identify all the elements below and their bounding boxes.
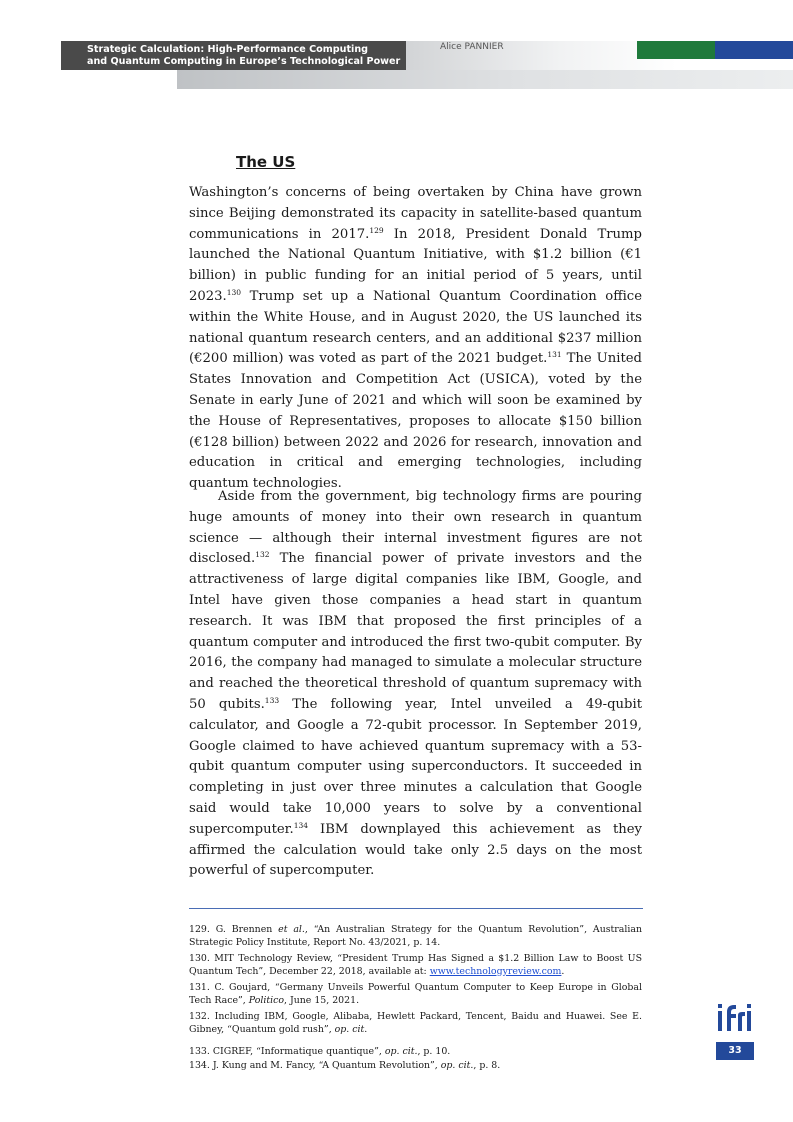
footnote-132: 132. Including IBM, Google, Alibaba, Hewlett Packard, Tencent, Baidu and Huawei. See E. Gibney, “Quantum gold rush”, op. cit. <box>189 1011 642 1035</box>
page-number: 33 <box>716 1042 754 1060</box>
footnote-ref-132[interactable]: 132 <box>255 550 270 560</box>
footnote-ref-133[interactable]: 133 <box>264 695 280 705</box>
footnote-ref-130[interactable]: 130 <box>226 287 242 297</box>
header-blue-accent <box>715 41 793 59</box>
body-paragraph-2: Aside from the government, big technology firms are pouring huge amounts of money into their own research in quantum science — although their internal investment figures are not disclosed.$^{132}$ The financial power of private investors and the attractiveness of large digital companies like IBM, Google, and Intel have given those companies a head start in quantum research. It was IBM that proposed the first principles of a quantum computer and introduced the first two-qubit computer. By 2016, the company had managed to simulate a molecular structure and reached the theoretical threshold of quantum supremacy with 50 qubits.$^{133}$ The following year, Intel unveiled a 49-qubit calculator, and Google a 72-qubit processor. In September 2019, Google claimed to have achieved quantum supremacy with a 53-qubit quantum computer using superconductors. It succeeded in completing in just over three minutes a calculation that Google said would take 10,000 years to solve by a conventional supercomputer.$^{134}$ IBM downplayed this achievement as they affirmed the calculation would take only 2.5 days on the most powerful of supercomputer. <box>189 489 642 879</box>
running-header-author: Alice PANNIER <box>440 42 504 52</box>
running-header-title <box>87 44 400 68</box>
ifri-logo-icon <box>716 1001 754 1035</box>
footnote-ref-129[interactable]: 129 <box>369 225 384 235</box>
footnote-divider <box>189 908 643 909</box>
footnote-130: 130. MIT Technology Review, “President Trump Has Signed a $1.2 Billion Law to Boost US Quantum Tech”, December 22, 2018, available at: www.technologyreview.com. <box>189 953 642 977</box>
footnote-129: 129. G. Brennen et al., “An Australian Strategy for the Quantum Revolution”, Australian Strategic Policy Institute, Report No. 43/2021, p. 14. <box>189 924 642 948</box>
footnote-134: 134. J. Kung and M. Fancy, “A Quantum Revolution”, op. cit., p. 8. <box>189 1060 501 1071</box>
running-header-line-2: and Quantum Computing in Europe’s Technological Power <box>87 56 401 67</box>
running-header-line-1: Strategic Calculation: High-Performance Computing <box>87 44 369 55</box>
footnote-ref-131[interactable]: 131 <box>547 350 562 360</box>
section-title: The US <box>236 153 296 171</box>
footnote-ref-134[interactable]: 134 <box>293 820 309 830</box>
header-gray-band <box>177 70 793 89</box>
technologyreview-link[interactable]: www.technologyreview.com <box>429 966 562 977</box>
body-paragraph-1: Washington’s concerns of being overtaken by China have grown since Beijing demonstrated its capacity in satellite-based quantum communications in 2017.$^{129}$ In 2018, President Donald Trump launched the National Quantum Initiative, with $1.2 billion (€1 billion) in public funding for an initial period of 5 years, until 2023.$^{130}$ Trump set up a National Quantum Coordination office within the White House, and in August 2020, the US launched its national quantum research centers, and an additional $237 million (€200 million) was voted as part of the 2021 budget.$^{131}$ The United States Innovation and Competition Act (USICA), voted by the Senate in early June of 2021 and which will soon be examined by the House of Representatives, proposes to allocate $150 billion (€128 billion) between 2022 and 2026 for research, innovation and education in critical and emerging technologies, including quantum technologies. <box>189 185 642 492</box>
header-green-accent <box>637 41 715 59</box>
footnote-133: 133. CIGREF, “Informatique quantique”, op. cit., p. 10. <box>189 1046 451 1057</box>
footnote-131: 131. C. Goujard, “Germany Unveils Powerful Quantum Computer to Keep Europe in Global Tech Race”, Politico, June 15, 2021. <box>189 982 642 1006</box>
